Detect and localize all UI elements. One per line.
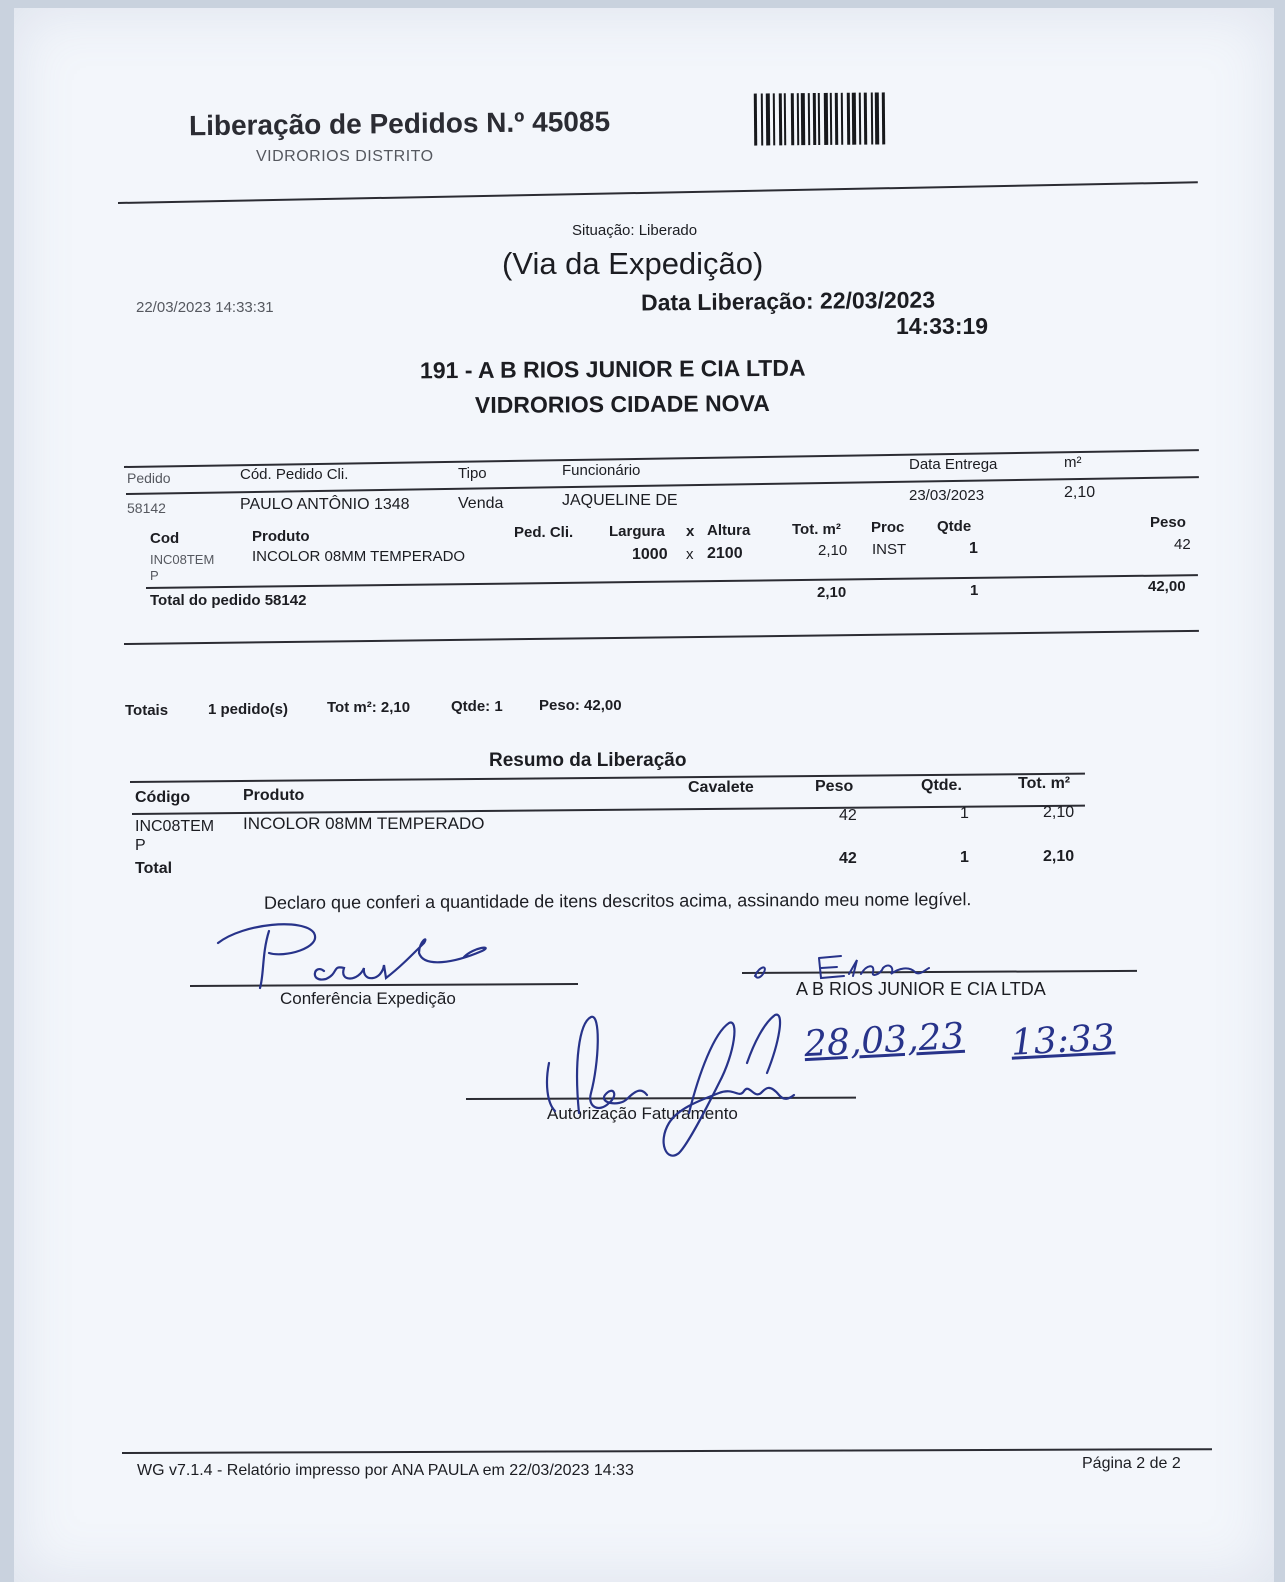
item-col-peso: Peso (1150, 514, 1186, 531)
situacao-label: Situação: Liberado (572, 222, 698, 239)
item-peso: 42 (1174, 536, 1191, 553)
row-pedido: 58142 (127, 500, 166, 516)
item-col-x: x (686, 523, 695, 540)
company-subtitle: VIDRORIOS DISTRITO (256, 148, 434, 165)
resumo-col-cavalete: Cavalete (688, 779, 754, 796)
document-title: Liberação de Pedidos N.º 45085 (188, 105, 611, 142)
row-m2: 2,10 (1064, 484, 1096, 501)
order-total-label: Total do pedido 58142 (150, 592, 307, 609)
item-col-cod: Cod (150, 530, 180, 547)
col-cod-pedido-cli: Cód. Pedido Cli. (240, 466, 349, 483)
declaration-text: Declaro que conferi a quantidade de itens descritos acima, assinando meu nome legível. (263, 889, 972, 913)
handwritten-time: 13:33 (1009, 1017, 1116, 1064)
item-col-tot-m2: Tot. m² (792, 521, 841, 538)
totals-peso: Peso: 42,00 (539, 697, 622, 714)
item-produto: INCOLOR 08MM TEMPERADO (252, 548, 466, 565)
totals-pedidos: 1 pedido(s) (208, 701, 289, 718)
client-store: VIDRORIOS CIDADE NOVA (474, 389, 770, 419)
row-funcionario: JAQUELINE DE (562, 492, 678, 509)
col-funcionario: Funcionário (562, 462, 641, 479)
header-divider (118, 181, 1198, 204)
item-tot-m2: 2,10 (818, 542, 848, 559)
item-col-qtde: Qtde (937, 518, 972, 535)
resumo-total-label: Total (135, 860, 173, 877)
document-sheet (14, 8, 1274, 1582)
totals-tot-m2: Tot m²: 2,10 (327, 699, 411, 716)
item-qtde: 1 (969, 540, 978, 557)
autorizacao-label: Autorização Faturamento (547, 1104, 738, 1123)
row-tipo: Venda (458, 495, 504, 512)
item-cod: INC08TEM (150, 552, 215, 567)
barcode (754, 92, 885, 145)
resumo-row-produto: INCOLOR 08MM TEMPERADO (243, 814, 485, 833)
order-total-peso: 42,00 (1148, 578, 1186, 595)
item-cod-cont: P (150, 568, 159, 583)
order-total-qtde: 1 (970, 582, 979, 599)
item-col-proc: Proc (871, 519, 905, 536)
resumo-col-produto: Produto (243, 787, 305, 804)
data-liberacao: Data Liberação: 22/03/2023 (640, 286, 936, 316)
col-pedido: Pedido (127, 470, 171, 486)
row-data-entrega: 23/03/2023 (909, 487, 985, 504)
resumo-row-qtde: 1 (960, 805, 969, 822)
col-tipo: Tipo (458, 465, 487, 482)
col-data-entrega: Data Entrega (909, 456, 998, 473)
item-x: x (686, 546, 694, 563)
print-timestamp: 22/03/2023 14:33:31 (136, 299, 274, 316)
totals-label: Totais (125, 702, 169, 719)
order-total-m2: 2,10 (817, 584, 847, 601)
signature-client (749, 938, 979, 983)
signature-autorizacao (539, 1003, 799, 1163)
totals-qtde: Qtde: 1 (451, 698, 503, 715)
footer-page-number: Página 2 de 2 (1082, 1455, 1181, 1472)
resumo-col-codigo: Código (135, 789, 191, 806)
resumo-total-tot-m2: 2,10 (1043, 848, 1075, 865)
data-liberacao-time: 14:33:19 (896, 313, 989, 339)
item-col-altura: Altura (707, 522, 751, 539)
resumo-col-peso: Peso (815, 778, 854, 795)
item-col-ped-cli: Ped. Cli. (514, 524, 574, 541)
signature-conferencia (214, 913, 514, 993)
resumo-col-tot-m2: Tot. m² (1018, 775, 1071, 792)
item-proc: INST (872, 541, 907, 558)
resumo-col-qtde: Qtde. (921, 777, 962, 794)
resumo-row-codigo: INC08TEM (135, 818, 215, 835)
handwritten-date: 28,03,23 (803, 1015, 966, 1066)
via-label: (Via da Expedição) (502, 246, 764, 281)
conferencia-label: Conferência Expedição (280, 989, 456, 1008)
col-m2: m² (1064, 454, 1082, 471)
footer-printed-by: WG v7.1.4 - Relatório impresso por ANA PAULA em 22/03/2023 14:33 (137, 1462, 634, 1479)
item-altura: 2100 (707, 545, 743, 562)
resumo-title: Resumo da Liberação (489, 750, 687, 771)
footer-line (122, 1448, 1212, 1454)
resumo-total-peso: 42 (839, 850, 857, 867)
resumo-row-tot-m2: 2,10 (1043, 804, 1075, 821)
item-total-line (146, 574, 1198, 589)
resumo-total-qtde: 1 (960, 849, 969, 866)
resumo-row-peso: 42 (839, 807, 857, 824)
resumo-row-codigo-cont: P (135, 837, 146, 854)
item-col-largura: Largura (609, 523, 665, 540)
client-signature-label: A B RIOS JUNIOR E CIA LTDA (796, 979, 1046, 999)
order-table-bottom-line (124, 630, 1199, 645)
row-cod-pedido-cli: PAULO ANTÔNIO 1348 (240, 496, 410, 513)
client-name: 191 - A B RIOS JUNIOR E CIA LTDA (419, 354, 806, 384)
item-col-produto: Produto (252, 528, 310, 545)
item-largura: 1000 (632, 546, 668, 563)
